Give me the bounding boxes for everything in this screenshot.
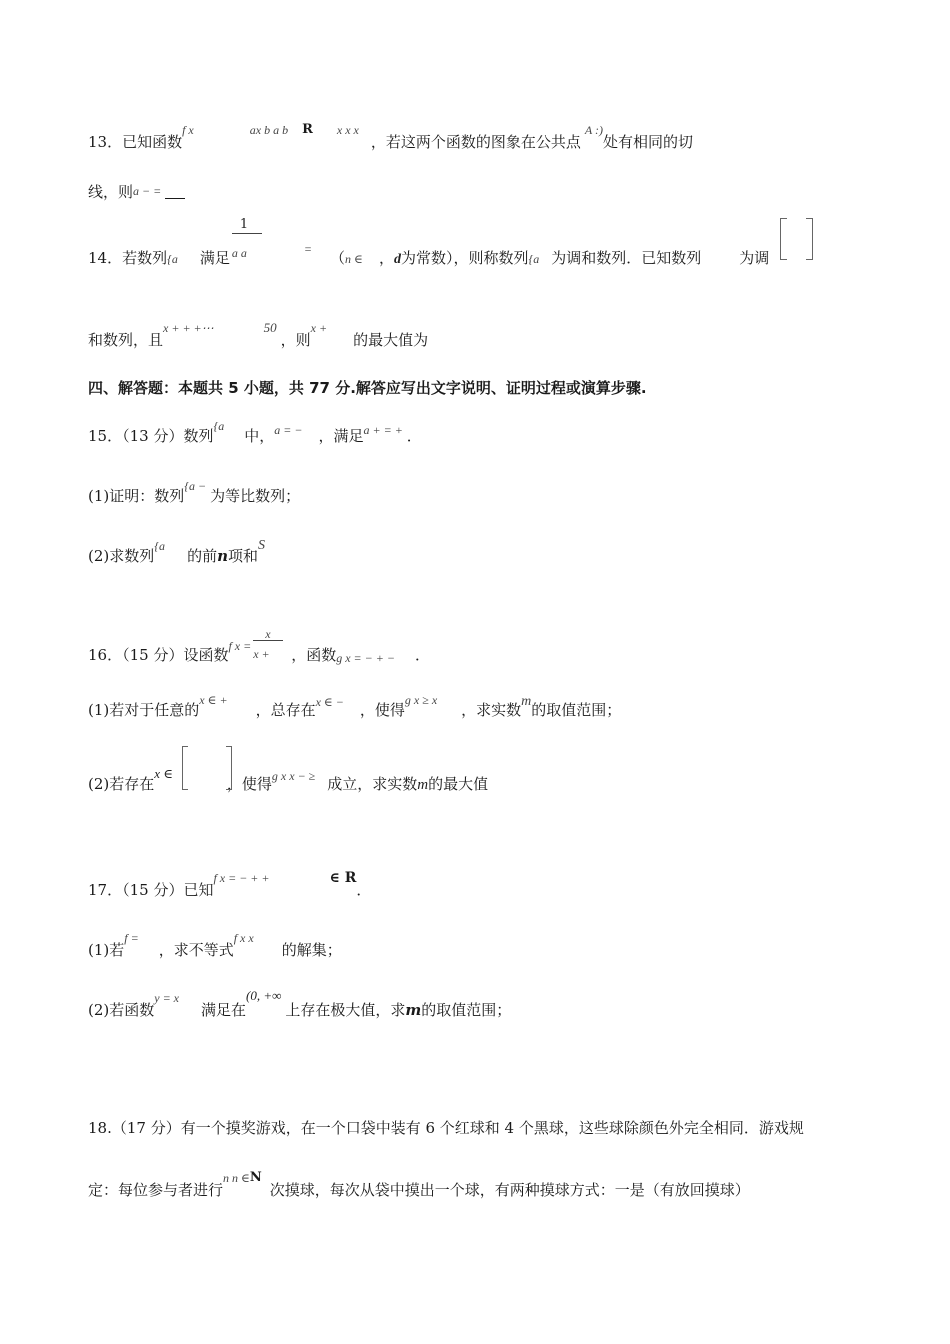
- math-y-func: y = x: [154, 991, 179, 1005]
- left-bracket-icon: [182, 746, 188, 790]
- problem-16-part-2: [88, 766, 489, 795]
- math-d: d: [393, 252, 401, 267]
- problem-13-line-1: [88, 122, 694, 152]
- problem-16-line-1: [88, 627, 430, 666]
- math-g-inequality: g x x − ≥: [271, 769, 316, 783]
- problem-15-text-3: ．: [406, 427, 422, 445]
- math-a-minus: a − =: [133, 184, 162, 198]
- fraction-denominator: x +: [253, 647, 270, 661]
- math-S: S: [258, 538, 265, 553]
- math-m: m: [417, 777, 429, 793]
- math-x-terms: x x x: [336, 123, 359, 137]
- paren-open: （: [330, 249, 346, 267]
- problem-16-text-2: ．: [414, 646, 430, 664]
- problem-16-text-1: ，函数: [291, 646, 337, 664]
- part-2-text-1: 满足在: [201, 1001, 247, 1019]
- math-x2-domain: x ∈ −: [315, 695, 344, 709]
- problem-14-text-4: 为调和数列．已知数列: [551, 249, 702, 267]
- part-2-label: (2)求数列: [88, 547, 155, 565]
- problem-15-part-2: [88, 538, 265, 566]
- problem-13-label: 13．已知函数: [88, 133, 183, 151]
- problem-15-label: 15．（13 分）数列: [88, 427, 214, 445]
- math-seq-a-minus: {a −: [184, 479, 207, 493]
- part-1-text-4: 的取值范围；: [531, 701, 622, 719]
- problem-17-part-2: [88, 988, 512, 1020]
- problem-14-comma: ，: [378, 249, 394, 267]
- problem-14-text-3: 为常数），则称数列: [400, 249, 529, 267]
- section-4-heading: 四、解答题：本题共 5 小题，共 77 分.解答应写出文字说明、证明过程或演算步骤.: [88, 379, 647, 397]
- part-2-label: (2)若存在: [88, 775, 155, 793]
- problem-18-line-1: 18.（17 分）有一个摸奖游戏，在一个口袋中装有 6 个红球和 4 个黑球，这些球除颜色外完全相同．游戏规: [88, 1119, 804, 1137]
- math-x-sum: x + + +⋯: [163, 321, 214, 335]
- math-seq-a: {a: [167, 252, 178, 266]
- problem-17-line-1: [88, 870, 372, 900]
- math-inequality: g x ≥ x: [404, 693, 438, 707]
- part-2-text-3: 的最大值: [428, 775, 489, 793]
- math-point-A: A :): [584, 123, 604, 137]
- problem-13-line2-text: 线，则: [88, 183, 134, 201]
- math-inequality: f x x: [233, 931, 254, 945]
- part-1-text-3: ，求实数: [461, 701, 522, 719]
- part-2-text-1: 的前: [187, 547, 218, 565]
- math-R: R: [302, 122, 313, 137]
- math-n-in: n ∈: [345, 252, 363, 266]
- math-interval: (0, +∞: [246, 988, 282, 1003]
- math-equals: =: [303, 242, 313, 256]
- problem-16-part-1: [88, 693, 622, 720]
- part-2-text-1: ，使得: [226, 775, 272, 793]
- problem-14-text-5: 为调: [739, 249, 770, 267]
- part-1-text-2: 的解集；: [281, 941, 342, 959]
- problem-15-part-1: [88, 479, 301, 506]
- problem-14-text-1: 满足: [199, 249, 230, 267]
- problem-18-line2-text-2: 次摸球，每次从袋中摸出一个球，有两种摸球方式：一是（有放回摸球）: [269, 1181, 750, 1199]
- math-seq-a: {a: [154, 539, 166, 553]
- math-m: m: [405, 1001, 422, 1019]
- math-R: ∈ R: [329, 870, 357, 886]
- math-f-x: f x: [182, 123, 194, 137]
- fraction-numerator: x: [265, 627, 271, 641]
- problem-14-text-6: ，则: [280, 331, 311, 349]
- part-1-text-1: ，总存在: [255, 701, 316, 719]
- part-2-text-2: 成立，求实数: [327, 775, 418, 793]
- problem-14-label: 14．若数列: [88, 249, 168, 267]
- part-2-text-2: 项和: [227, 547, 258, 565]
- problem-14-line-1: [88, 217, 770, 270]
- right-brace-icon: [806, 218, 813, 260]
- math-seq-a: {a: [213, 419, 225, 433]
- problem-17-label: 17．（15 分）已知: [88, 881, 214, 899]
- part-2-text-2: 上存在极大值，求: [285, 1001, 406, 1019]
- problem-13-text-1: ，若这两个函数的图象在公共点: [370, 133, 581, 151]
- problem-14-text-7: 的最大值为: [353, 331, 429, 349]
- fraction-bar: [232, 233, 262, 234]
- fraction-denominator: a a: [231, 246, 247, 260]
- math-N: N: [249, 1170, 262, 1185]
- part-1-label: (1)若: [88, 941, 125, 959]
- problem-15-line-1: [88, 419, 422, 446]
- math-f-value: f =: [124, 931, 139, 945]
- math-m: m: [521, 694, 532, 709]
- part-1-text: 为等比数列；: [210, 487, 301, 505]
- math-g-x: g x = − + −: [336, 651, 395, 665]
- math-x1-domain: x ∈ +: [199, 693, 228, 707]
- answer-blank: [165, 184, 185, 199]
- math-seq-a-2: {a: [528, 252, 540, 266]
- problem-17-text-1: ．: [356, 881, 372, 899]
- math-recurrence: a + = +: [363, 423, 403, 437]
- left-brace-icon: [780, 218, 787, 260]
- math-n: n: [217, 547, 228, 565]
- problem-14-line-2: [88, 320, 429, 350]
- part-2-label: (2)若函数: [88, 1001, 155, 1019]
- math-x-in: x ∈: [154, 766, 173, 781]
- math-n-in: n n ∈: [223, 1171, 250, 1185]
- math-f-x: f x = − + +: [213, 871, 270, 885]
- problem-16-label: 16．（15 分）设函数: [88, 646, 229, 664]
- problem-14-line2-text: 和数列，且: [88, 331, 164, 349]
- part-1-text-1: ，求不等式: [158, 941, 234, 959]
- fraction-numerator: 1: [239, 217, 249, 232]
- math-ax-b: ax b a b: [249, 123, 289, 137]
- part-1-label: (1)若对于任意的: [88, 701, 200, 719]
- math-f-x: f x =: [228, 639, 252, 653]
- problem-18-line-2: [88, 1170, 750, 1200]
- problem-13-text-2: 处有相同的切: [603, 133, 694, 151]
- math-a1: a = −: [274, 423, 303, 437]
- problem-18-line2-text-1: 定：每位参与者进行: [88, 1181, 224, 1199]
- problem-15-text-1: 中，: [244, 427, 275, 445]
- math-fifty: 50: [263, 320, 277, 335]
- fraction-bar: [253, 640, 283, 641]
- math-x-plus: x +: [310, 321, 328, 335]
- part-1-text-2: ，使得: [359, 701, 405, 719]
- math-fraction: [251, 627, 291, 661]
- problem-15-text-2: ，满足: [318, 427, 364, 445]
- part-1-label: (1)证明：数列: [88, 487, 185, 505]
- math-in-R: [330, 868, 357, 888]
- problem-13-line-2: [88, 182, 185, 203]
- math-fraction: [230, 217, 290, 263]
- problem-17-part-1: [88, 931, 342, 960]
- part-2-text-3: 的取值范围；: [421, 1001, 512, 1019]
- right-bracket-icon: [226, 746, 232, 790]
